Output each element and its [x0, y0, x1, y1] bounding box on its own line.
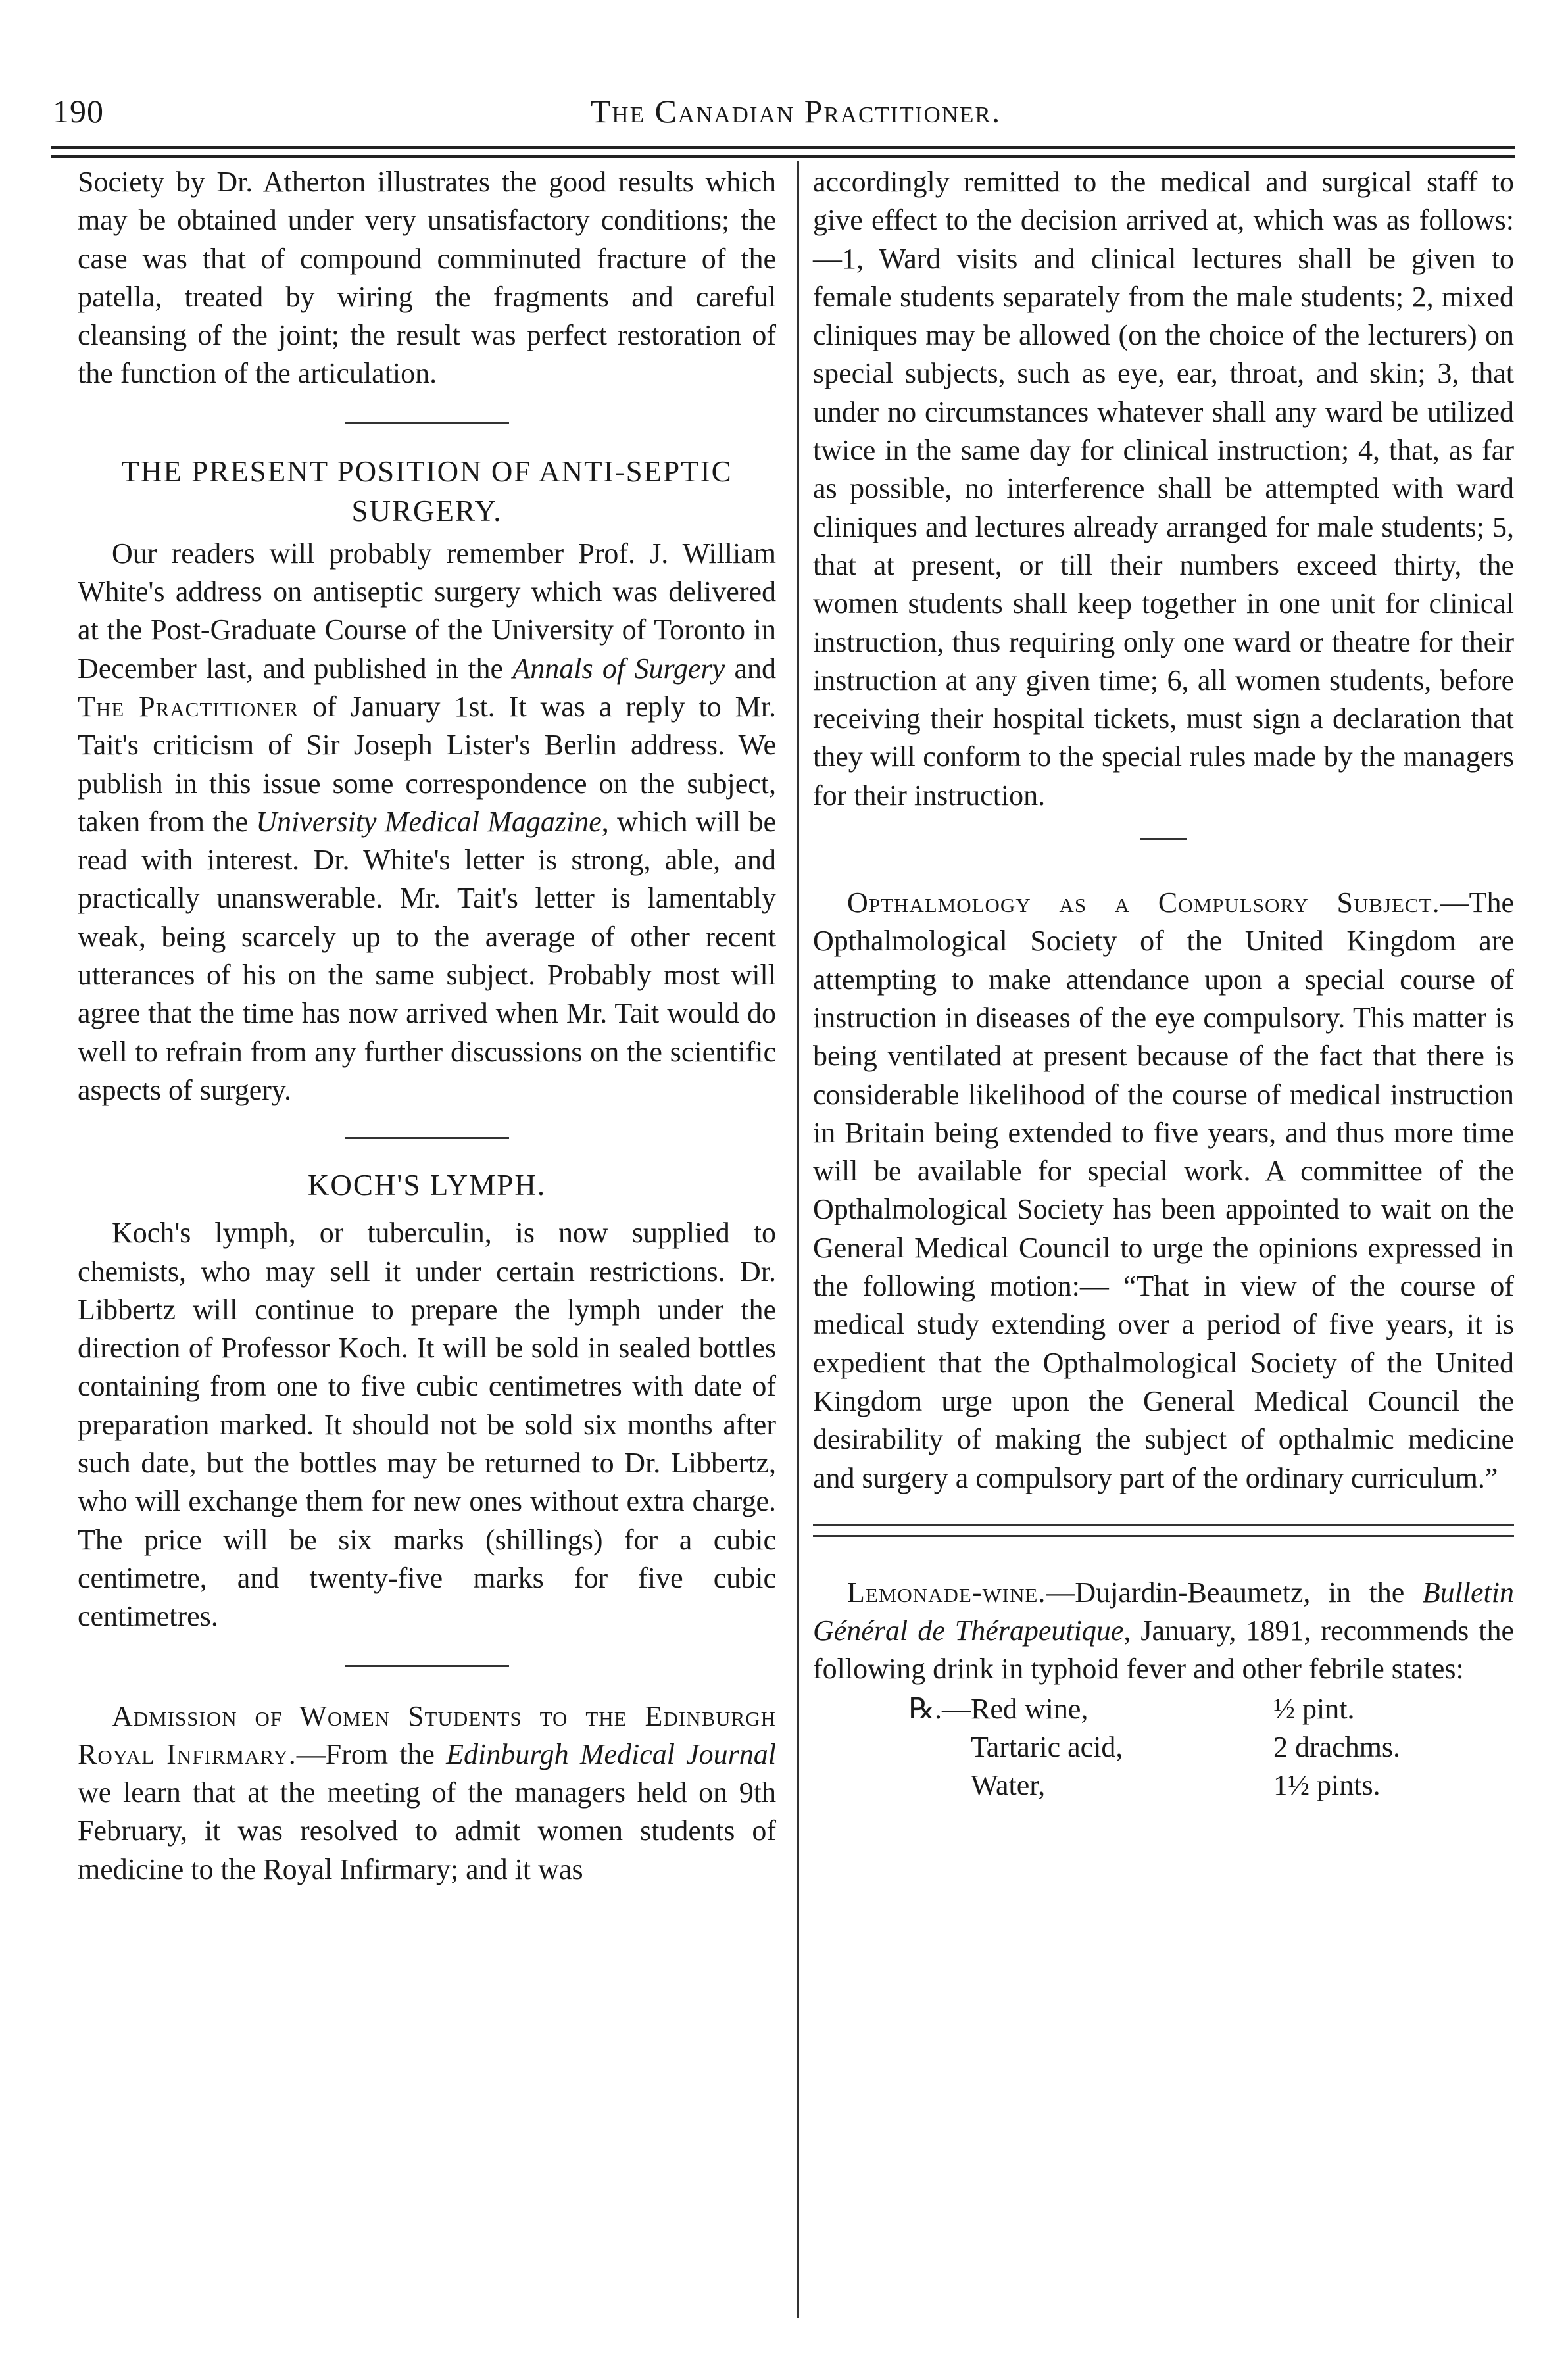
- annals-of-surgery-title: Annals of Surgery: [512, 652, 725, 685]
- lemonade-paragraph: Lemonade-wine.—Dujardin-Beaumetz, in the Bulletin Général de Thérapeutique, January, 1891, recommends the following drink in typhoid fever and other febrile states:: [813, 1576, 1515, 1686]
- section-double-rule: [813, 1524, 1514, 1537]
- recipe-table: [872, 1690, 1514, 1805]
- edinburgh-medical-journal-title: Edinburgh Medical Journal: [446, 1737, 776, 1770]
- section-separator: [1140, 838, 1187, 840]
- running-title: The Canadian Practitioner.: [590, 93, 1002, 130]
- left-column: [78, 158, 776, 1889]
- university-medical-magazine-title: University Medical Magazine: [256, 805, 602, 838]
- section-separator: [345, 1137, 509, 1139]
- right-column: [813, 158, 1514, 1805]
- recipe-ingredient: Water,: [971, 1769, 1046, 1802]
- recipe-ingredient: Red wine,: [971, 1692, 1089, 1725]
- lemonade-heading: Lemonade-wine.: [847, 1576, 1046, 1609]
- recipe-amount: 1½ pints.: [1273, 1769, 1381, 1802]
- admission-continued-paragraph: accordingly remitted to the medical and surgical staff to give effect to the decision arrived at, which was as follows:—1, Ward visits and clinical lectures shall be given to female students separately from the male students; 2, mixed cliniques may be allowed (on the choice of the lecturers) on special subjects, such as eye, ear, throat, and skin; 3, that under no circumstances whatever shall any ward be utilized twice in the same day for clinical instruction; 4, that, as far as possible, no interference shall be attempted with ward cliniques and lectures already arranged for male students; 5, that at present, or till their numbers exceed thirty, the women students shall keep together in one unit for clinical instruction, thus requiring only one ward or theatre for their instruction at any given time; 6, all women students, before receiving their hospital tickets, must sign a declaration that they will conform to the special rules made by the managers for their instruction.: [813, 166, 1514, 812]
- recipe-symbol: ℞.—: [908, 1692, 971, 1725]
- antiseptic-paragraph: Our readers will probably remember Prof. J. William White's address on antiseptic surgery which was delivered at the Post-Graduate Course of the University of Toronto in December last, and published in the Annals of Surgery and The Practitioner of January 1st. It was a reply to Mr. Tait's criticism of Sir Joseph Lister's Berlin address. We publish in this issue some correspondence on the subject, taken from the University Medical Magazine, which will be read with interest. Dr. White's letter is strong, able, and practically unanswerable. Mr. Tait's letter is lamentably weak, being scarcely up to the average of other recent utterances of his on the same subject. Probably most will agree that the time has now arrived when Mr. Tait would do well to refrain from any further discussions on the scientific aspects of surgery.: [78, 537, 777, 1106]
- recipe-amount: ½ pint.: [1273, 1692, 1355, 1725]
- intro-paragraph: Society by Dr. Atherton illustrates the good results which may be obtained under very unsatisfactory conditions; the case was that of compound comminuted fracture of the patella, treated by wiring the fragments and careful cleansing of the joint; the result was perfect restoration of the function of the articulation.: [78, 166, 776, 390]
- column-divider: [797, 161, 799, 2318]
- page-number: 190: [53, 93, 104, 130]
- opthalmology-heading: Opthalmology as a Compulsory Subject.: [847, 886, 1440, 919]
- opthalmology-paragraph: Opthalmology as a Compulsory Subject.—The Opthalmological Society of the United Kingdom are attempting to make attendance upon a special course of instruction in diseases of the eye compulsory. This matter is being ventilated at present because of the fact that there is considerable likelihood of the course of medical instruction in Britain being extended to five years, and thus more time will be available for special work. A committee of the Opthalmological Society has been appointed to wait on the General Medical Council to urge the opinions expressed in the following motion:— “That in view of the course of medical study extending over a period of five years, it is expedient that the Opthalmological Society of the United Kingdom urge upon the General Medical Council the desirability of making the subject of opthalmic medicine and surgery a compulsory part of the ordinary curriculum.”: [813, 886, 1514, 1494]
- header-rule-top: [51, 146, 1515, 149]
- recipe-amount: 2 drachms.: [1273, 1730, 1401, 1763]
- antiseptic-heading: THE PRESENT POSITION OF ANTI-SEPTIC SURGERY.: [121, 454, 733, 527]
- section-separator: [345, 422, 509, 424]
- koch-paragraph: Koch's lymph, or tuberculin, is now supplied to chemists, who may sell it under certain restrictions. Dr. Libbertz will continue to prepare the lymph under the direction of Professor Koch. It will be sold in sealed bottles containing from one to five cubic centimetres with date of preparation marked. It should not be sold six months after such date, but the bottles may be returned to Dr. Libbertz, who will exchange them for new ones without extra charge. The price will be six marks (shillings) for a cubic centimetre, and twenty-five marks for five cubic centimetres.: [78, 1217, 776, 1633]
- admission-heading: Admission of Women Students to the Edinburgh Royal Infirmary.: [78, 1699, 776, 1770]
- bulletin-title: Bulletin Général de Thérapeutique: [813, 1576, 1514, 1647]
- section-separator: [345, 1665, 509, 1667]
- admission-paragraph: Admission of Women Students to the Edinburgh Royal Infirmary.—From the Edinburgh Medical Journal we learn that at the meeting of the managers held on 9th February, it was resolved to admit women students of medicine to the Royal Infirmary; and it was: [78, 1699, 776, 1885]
- koch-heading: KOCH'S LYMPH.: [307, 1169, 547, 1202]
- practitioner-title: The Practitioner: [78, 690, 299, 723]
- page-header: [53, 92, 1513, 145]
- recipe-ingredient: Tartaric acid,: [971, 1730, 1123, 1763]
